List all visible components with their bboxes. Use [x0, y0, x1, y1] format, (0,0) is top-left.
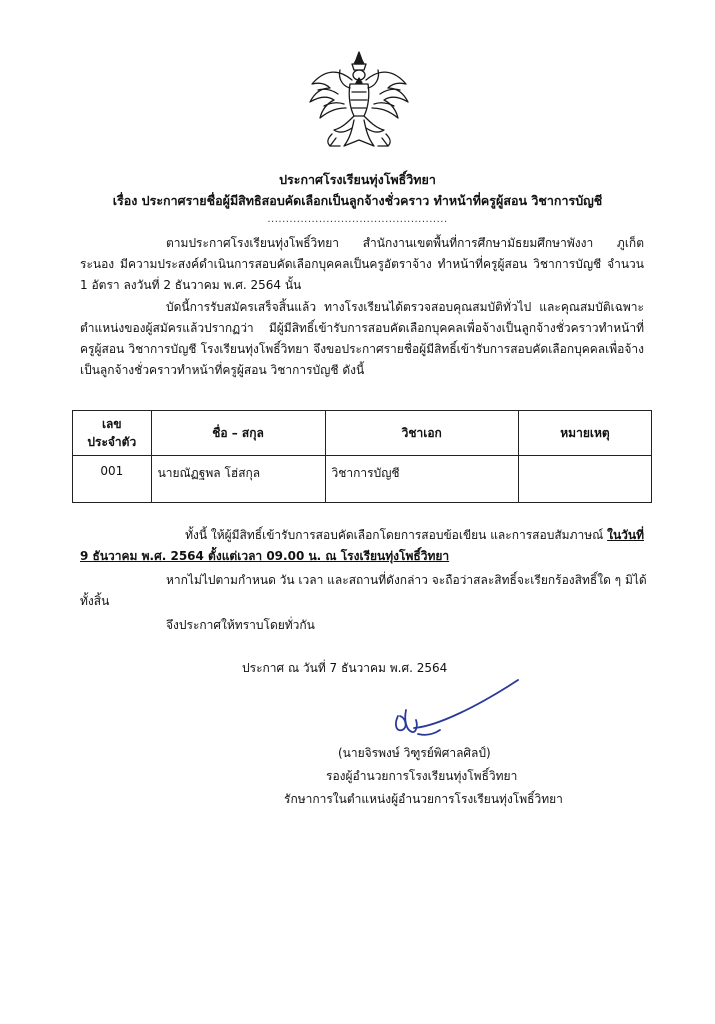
exam-date-emphasis-2: 9 ธันวาคม พ.ศ. 2564 ตั้งแต่เวลา 09.00 น. ณ โรงเรียนทุ่งโพธิ์วิทยา — [80, 549, 450, 563]
announcement-date: ประกาศ ณ วันที่ 7 ธันวาคม พ.ศ. 2564 — [242, 661, 448, 675]
paragraph-4-line-1: หากไม่ไปตามกำหนด วัน เวลา และสถานที่ดังกล่าว จะถือว่าสละสิทธิ์จะเรียกร้องสิทธิ์ใด ๆ มิได้ — [166, 573, 647, 587]
signatory-position-1: รองผู้อำนวยการโรงเรียนทุ่งโพธิ์วิทยา — [326, 769, 518, 783]
garuda-emblem-icon — [304, 50, 414, 150]
paragraph-4-line-2: ทั้งสิ้น — [80, 594, 110, 608]
header-name: ชื่อ – สกุล — [151, 411, 325, 456]
table-row — [73, 456, 652, 503]
exam-date-emphasis-1: ในวันที่ — [607, 528, 644, 542]
signatory-position-2: รักษาการในตำแหน่งผู้อำนวยการโรงเรียนทุ่งโพธิ์วิทยา — [284, 792, 563, 806]
table-header-row — [73, 411, 652, 456]
paragraph-5-line-1: จึงประกาศให้ทราบโดยทั่วกัน — [166, 618, 315, 632]
header-id-line-1: เลข — [101, 417, 122, 431]
cell-name: นายณัฏฐพล โฮ่สกุล — [151, 456, 325, 503]
cell-remark — [518, 456, 651, 503]
header-id-line-2: ประจำตัว — [87, 435, 137, 449]
header-id — [73, 411, 152, 456]
header-remark: หมายเหตุ — [518, 411, 651, 456]
header-major: วิชาเอก — [325, 411, 518, 456]
title-separator: ................................................. — [267, 214, 448, 225]
paragraph-3-text: ทั้งนี้ ให้ผู้มีสิทธิ์เข้ารับการสอบคัดเลือกโดยการสอบข้อเขียน และการสอบสัมภาษณ์ — [185, 528, 608, 542]
cell-major: วิชาการบัญชี — [325, 456, 518, 503]
paragraph-3-line-1 — [166, 527, 644, 543]
paragraph-2-line-4: เป็นลูกจ้างชั่วคราวทำหน้าที่ครูผู้สอน วิชาการบัญชี ดังนี้ — [80, 363, 365, 377]
paragraph-2-line-3: ครูผู้สอน วิชาการบัญชี โรงเรียนทุ่งโพธิ์วิทยา จึงขอประกาศรายชื่อผู้มีสิทธิ์เข้ารับการสอบคัดเลือกบุคคลเพื่อจ้าง — [80, 342, 644, 356]
paragraph-2-line-2: ตำแหน่งของผู้สมัครแล้วปรากฏว่า มีผู้มีสิทธิ์เข้ารับการสอบคัดเลือกบุคคลเพื่อจ้างเป็นลูกจ้างชั่วคราวทำหน้าที่ — [80, 321, 644, 335]
cell-id: 001 — [73, 456, 152, 503]
announcement-title: ประกาศโรงเรียนทุ่งโพธิ์วิทยา — [279, 172, 436, 187]
announcement-subject: เรื่อง ประกาศรายชื่อผู้มีสิทธิสอบคัดเลือกเป็นลูกจ้างชั่วคราว ทำหน้าที่ครูผู้สอน วิชาการบัญชี — [112, 193, 603, 208]
paragraph-2-line-1: บัดนี้การรับสมัครเสร็จสิ้นแล้ว ทางโรงเรียนได้ตรวจสอบคุณสมบัติทั่วไป และคุณสมบัติเฉพาะ — [166, 300, 644, 314]
handwritten-signature-icon — [378, 676, 528, 742]
signatory-name: (นายจิรพงษ์ วิฑูรย์พิศาลศิลป์) — [338, 746, 491, 760]
paragraph-1-line-2: ระนอง มีความประสงค์ดำเนินการสอบคัดเลือกบุคคลเป็นครูอัตราจ้าง ทำหน้าที่ครูผู้สอน วิชาการบัญชี จำนวน — [80, 257, 644, 271]
paragraph-1-line-3: 1 อัตรา ลงวันที่ 2 ธันวาคม พ.ศ. 2564 นั้น — [80, 278, 302, 292]
candidate-table — [72, 410, 652, 503]
paragraph-1-line-1: ตามประกาศโรงเรียนทุ่งโพธิ์วิทยา สำนักงานเขตพื้นที่การศึกษามัธยมศึกษาพังงา ภูเก็ต — [166, 236, 644, 250]
